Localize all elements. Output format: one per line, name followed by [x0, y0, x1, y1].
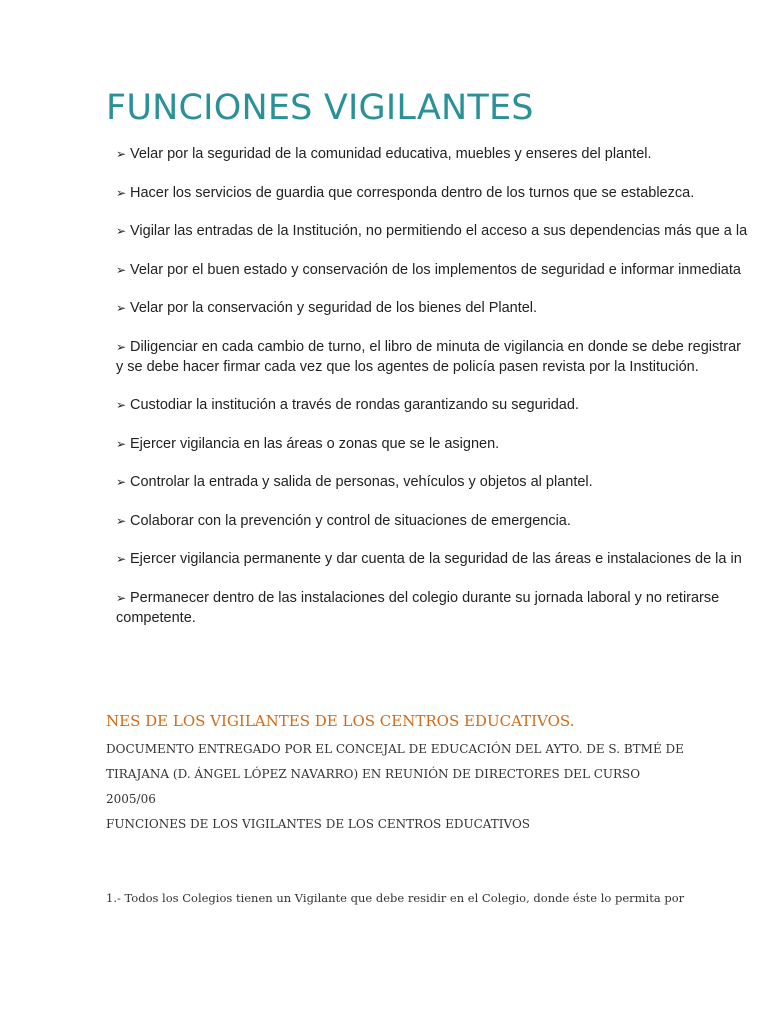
arrow-bullet-icon: ➢ — [116, 224, 127, 238]
arrow-bullet-icon: ➢ — [116, 301, 127, 315]
section-title: NES DE LOS VIGILANTES DE LOS CENTROS EDUCATIVOS. — [106, 712, 575, 730]
duty-text: Ejercer vigilancia en las áreas o zonas que se le asignen. — [130, 435, 500, 452]
duty-item — [116, 183, 768, 203]
duty-text: Velar por la conservación y seguridad de los bienes del Plantel. — [130, 300, 538, 316]
arrow-bullet-icon: ➢ — [116, 513, 127, 528]
duty-item — [116, 434, 768, 454]
duty-text: Hacer los servicios de guardia que corresponda dentro de los turnos que se establezca. — [130, 184, 695, 201]
arrow-bullet-icon: ➢ — [116, 339, 127, 354]
document-note-year: 2005/06 — [106, 792, 156, 806]
arrow-bullet-icon: ➢ — [116, 552, 127, 566]
arrow-bullet-icon: ➢ — [116, 147, 127, 161]
duties-list — [116, 144, 768, 646]
first-paragraph: 1.- Todos los Colegios tienen un Vigilante que debe residir en el Colegio, donde éste lo permita por — [106, 891, 685, 905]
duty-text: Custodiar la institución a través de rondas garantizando su seguridad. — [130, 397, 579, 413]
duty-item — [116, 511, 768, 531]
duty-item — [116, 549, 768, 569]
document-note-line-2: TIRAJANA (D. ÁNGEL LÓPEZ NAVARRO) EN REUNIÓN DE DIRECTORES DEL CURSO — [106, 767, 641, 781]
duty-text: Ejercer vigilancia permanente y dar cuenta de la seguridad de las áreas e instalaciones de la in — [130, 551, 742, 567]
page-title: FUNCIONES VIGILANTES — [106, 88, 534, 128]
arrow-bullet-icon: ➢ — [116, 398, 127, 412]
arrow-bullet-icon: ➢ — [116, 475, 127, 489]
arrow-bullet-icon: ➢ — [116, 590, 127, 605]
duty-text: Velar por el buen estado y conservación de los implementos de seguridad e informar inmediata — [130, 261, 741, 278]
duty-item — [116, 337, 768, 377]
duty-item — [116, 221, 768, 241]
duty-text: Colaborar con la prevención y control de situaciones de emergencia. — [130, 512, 571, 529]
duty-item — [116, 298, 768, 318]
duty-item — [116, 472, 768, 492]
duty-text: Velar por la seguridad de la comunidad educativa, muebles y enseres del plantel. — [130, 146, 652, 162]
duty-text-continued: y se debe hacer firmar cada vez que los agentes de policía pasen revista por la Institución. — [116, 358, 699, 375]
duty-text: Diligenciar en cada cambio de turno, el libro de minuta de vigilancia en donde se debe registrar — [130, 338, 741, 355]
duty-item — [116, 395, 768, 415]
arrow-bullet-icon: ➢ — [116, 436, 127, 451]
document-subtitle: FUNCIONES DE LOS VIGILANTES DE LOS CENTROS EDUCATIVOS — [106, 817, 531, 831]
duty-text: Vigilar las entradas de la Institución, no permitiendo el acceso a sus dependencias más que a la — [130, 223, 748, 239]
duty-item — [116, 144, 768, 164]
document-note-line-1: DOCUMENTO ENTREGADO POR EL CONCEJAL DE EDUCACIÓN DEL AYTO. DE S. BTMÉ DE — [106, 742, 684, 756]
duty-text-continued: competente. — [116, 609, 196, 626]
arrow-bullet-icon: ➢ — [116, 185, 127, 200]
duty-item — [116, 588, 768, 628]
duty-text: Permanecer dentro de las instalaciones del colegio durante su jornada laboral y no retirarse — [130, 589, 720, 606]
arrow-bullet-icon: ➢ — [116, 262, 127, 277]
duty-text: Controlar la entrada y salida de personas, vehículos y objetos al plantel. — [130, 474, 593, 490]
duty-item — [116, 260, 768, 280]
